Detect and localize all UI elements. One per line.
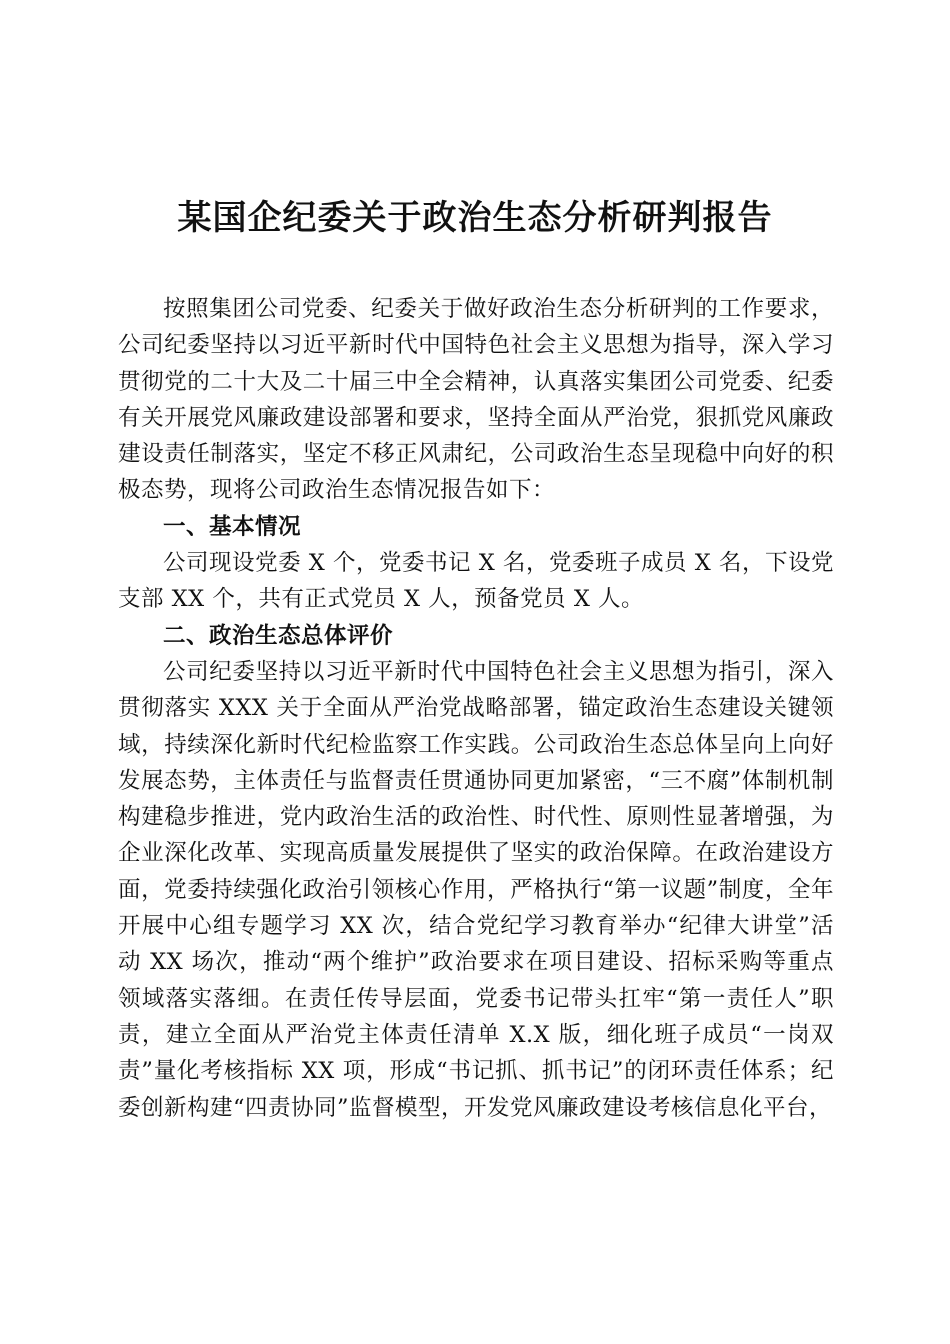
intro-paragraph: 按照集团公司党委、纪委关于做好政治生态分析研判的工作要求，公司纪委坚持以习近平新时代中国特色社会主义思想为指导，深入学习贯彻党的二十大及二十届三中全会精神，认真落实集团公司党委、纪委有关开展党风廉政建设部署和要求，坚持全面从严治党，狠抓党风廉政建设责任制落实，坚定不移正风肃纪，公司政治生态呈现稳中向好的积极态势，现将公司政治生态情况报告如下： (118, 296, 834, 504)
overall-evaluation-paragraph: 公司纪委坚持以习近平新时代中国特色社会主义思想为指引，深入贯彻落实 XXX 关于全面从严治党战略部署，锚定政治生态建设关键领域，持续深化新时代纪检监察工作实践。公司政治生态总体呈向上向好发展态势，主体责任与监督责任贯通协同更加紧密，“三不腐”体制机制构建稳步推进，党内政治生活的政治性、时代性、原则性显著增强，为企业深化改革、实现高质量发展提供了坚实的政治保障。在政治建设方面，党委持续强化政治引领核心作用，严格执行“第一议题”制度，全年开展中心组专题学习 XX 次，结合党纪学习教育举办“纪律大讲堂”活动 XX 场次，推动“两个维护”政治要求在项目建设、招标采购等重点领域落实落细。在责任传导层面，党委书记带头扛牢“第一责任人”职责，建立全面从严治党主体责任清单 X.X 版，细化班子成员“一岗双责”量化考核指标 XX 项，形成“书记抓、抓书记”的闭环责任体系；纪委创新构建“四责协同”监督模型，开发党风廉政建设考核信息化平台， (118, 658, 834, 1121)
document-body (118, 291, 834, 1126)
document-title: 某国企纪委关于政治生态分析研判报告 (177, 198, 773, 238)
basic-info-paragraph: 公司现设党委 X 个，党委书记 X 名，党委班子成员 X 名，下设党支部 XX 个，共有正式党员 X 人，预备党员 X 人。 (118, 550, 834, 613)
section-heading-overall-evaluation: 二、政治生态总体评价 (163, 622, 394, 649)
section-heading-basic-info: 一、基本情况 (163, 513, 302, 540)
